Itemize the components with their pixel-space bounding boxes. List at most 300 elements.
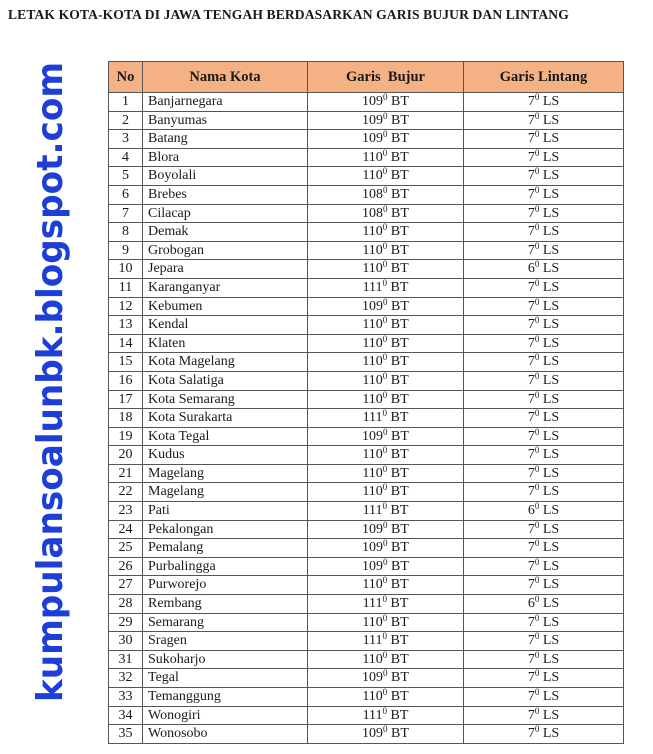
cell-no: 9 — [109, 241, 143, 260]
bujur-value: 110 — [362, 465, 383, 481]
lintang-unit: LS — [542, 149, 560, 165]
cell-no: 22 — [109, 483, 143, 502]
cell-no: 28 — [109, 595, 143, 614]
degree-symbol: 0 — [534, 501, 540, 512]
cell-garis-bujur — [308, 557, 464, 576]
cell-garis-lintang — [464, 371, 624, 390]
cell-garis-bujur — [308, 650, 464, 669]
bujur-value: 111 — [362, 707, 383, 723]
cell-no: 17 — [109, 390, 143, 409]
cell-garis-lintang — [464, 464, 624, 483]
lintang-unit: LS — [542, 242, 560, 258]
lintang-value: 6 — [527, 503, 535, 519]
lintang-value: 7 — [527, 465, 535, 481]
cell-garis-lintang — [464, 557, 624, 576]
lintang-value: 7 — [527, 577, 535, 593]
lintang-unit: LS — [542, 484, 560, 500]
cell-no: 5 — [109, 167, 143, 186]
cell-garis-bujur — [308, 520, 464, 539]
table-row — [109, 278, 624, 297]
degree-symbol: 0 — [534, 370, 540, 381]
bujur-unit: BT — [390, 224, 409, 240]
lintang-unit: LS — [542, 670, 560, 686]
lintang-unit: LS — [542, 428, 560, 444]
degree-symbol: 0 — [534, 482, 540, 493]
bujur-value: 110 — [362, 372, 383, 388]
lintang-unit: LS — [542, 651, 560, 667]
cell-nama-kota: Karanganyar — [143, 278, 308, 297]
table-row — [109, 334, 624, 353]
degree-symbol: 0 — [534, 705, 540, 716]
bujur-value: 110 — [362, 689, 383, 704]
degree-symbol: 0 — [382, 277, 388, 288]
cell-nama-kota: Banyumas — [143, 111, 308, 130]
bujur-unit: BT — [390, 242, 409, 258]
cell-garis-bujur — [308, 427, 464, 446]
cell-garis-bujur — [308, 539, 464, 558]
bujur-value: 109 — [362, 521, 384, 537]
degree-symbol: 0 — [383, 296, 388, 307]
cell-nama-kota: Sragen — [143, 632, 308, 651]
degree-symbol: 0 — [534, 203, 540, 214]
bujur-unit: BT — [390, 354, 409, 370]
lintang-unit: LS — [542, 261, 560, 277]
cell-nama-kota: Sukoharjo — [143, 650, 308, 669]
cell-no: 8 — [109, 223, 143, 242]
cell-garis-bujur — [308, 390, 464, 409]
cell-no: 11 — [109, 278, 143, 297]
lintang-value: 7 — [527, 279, 535, 295]
lintang-unit: LS — [542, 558, 560, 574]
cell-no: 33 — [109, 688, 143, 707]
cell-garis-lintang — [464, 483, 624, 502]
degree-symbol: 0 — [534, 575, 540, 586]
cell-no: 29 — [109, 613, 143, 632]
bujur-value: 110 — [362, 317, 383, 333]
cell-garis-lintang — [464, 539, 624, 558]
cell-no: 2 — [109, 111, 143, 130]
table-row — [109, 650, 624, 669]
degree-symbol: 0 — [534, 445, 540, 456]
cell-garis-bujur — [308, 353, 464, 372]
table-row — [109, 688, 624, 707]
cell-nama-kota: Pati — [143, 502, 308, 521]
bujur-unit: BT — [390, 447, 409, 463]
cell-garis-lintang — [464, 111, 624, 130]
bujur-value: 109 — [362, 670, 384, 686]
bujur-value: 110 — [362, 335, 383, 351]
cell-garis-lintang — [464, 334, 624, 353]
degree-symbol: 0 — [383, 92, 388, 102]
degree-symbol: 0 — [534, 649, 540, 660]
bujur-value: 110 — [362, 149, 383, 165]
cell-nama-kota: Kota Tegal — [143, 427, 308, 446]
degree-symbol: 0 — [534, 277, 540, 288]
lintang-unit: LS — [542, 335, 560, 351]
cell-garis-lintang — [464, 595, 624, 614]
bujur-unit: BT — [390, 465, 409, 481]
degree-symbol: 0 — [534, 389, 540, 400]
lintang-unit: LS — [542, 298, 560, 314]
degree-symbol: 0 — [382, 166, 388, 177]
cell-garis-bujur — [308, 576, 464, 595]
lintang-unit: LS — [542, 317, 560, 333]
degree-symbol: 0 — [534, 315, 540, 326]
cell-no: 19 — [109, 427, 143, 446]
cell-nama-kota: Brebes — [143, 185, 308, 204]
header-no: No — [109, 62, 143, 93]
lintang-unit: LS — [542, 540, 560, 556]
lintang-unit: LS — [542, 112, 560, 128]
cell-garis-bujur — [308, 167, 464, 186]
degree-symbol: 0 — [534, 556, 540, 567]
cell-nama-kota: Jepara — [143, 260, 308, 279]
degree-symbol: 0 — [534, 687, 540, 697]
lintang-value: 7 — [527, 484, 535, 500]
lintang-value: 7 — [527, 112, 535, 128]
table-row — [109, 353, 624, 372]
cell-garis-bujur — [308, 446, 464, 465]
cell-nama-kota: Temanggung — [143, 688, 308, 707]
bujur-unit: BT — [391, 540, 409, 556]
bujur-unit: BT — [391, 112, 409, 128]
degree-symbol: 0 — [382, 705, 388, 716]
lintang-unit: LS — [542, 131, 560, 147]
cell-garis-bujur — [308, 688, 464, 707]
cell-no: 7 — [109, 204, 143, 223]
bujur-unit: BT — [390, 503, 409, 519]
table-row — [109, 464, 624, 483]
bujur-value: 109 — [362, 558, 384, 574]
cell-no: 21 — [109, 464, 143, 483]
cell-garis-lintang — [464, 725, 624, 744]
cell-no: 16 — [109, 371, 143, 390]
lintang-value: 7 — [527, 224, 535, 240]
degree-symbol: 0 — [534, 110, 540, 121]
degree-symbol: 0 — [383, 110, 388, 121]
bujur-value: 111 — [362, 596, 383, 612]
page-title: LETAK KOTA-KOTA DI JAWA TENGAH BERDASARKAN GARIS BUJUR DAN LINTANG — [8, 7, 569, 22]
cell-garis-lintang — [464, 223, 624, 242]
degree-symbol: 0 — [382, 482, 388, 493]
lintang-value: 7 — [527, 391, 535, 407]
table-row — [109, 148, 624, 167]
degree-symbol: 0 — [382, 649, 388, 660]
watermark-text: kumpulansoalunbk.blogspot.com — [30, 28, 71, 702]
bujur-unit: BT — [390, 279, 409, 295]
cell-nama-kota: Pekalongan — [143, 520, 308, 539]
bujur-value: 111 — [362, 633, 383, 649]
degree-symbol: 0 — [382, 631, 388, 642]
lintang-unit: LS — [542, 94, 560, 109]
lintang-value: 7 — [527, 354, 535, 370]
cell-no: 27 — [109, 576, 143, 595]
bujur-unit: BT — [391, 186, 409, 202]
degree-symbol: 0 — [534, 724, 540, 735]
lintang-unit: LS — [542, 354, 560, 370]
cell-garis-bujur — [308, 241, 464, 260]
lintang-value: 7 — [527, 335, 535, 351]
bujur-unit: BT — [390, 168, 409, 184]
cell-garis-bujur — [308, 204, 464, 223]
table-row — [109, 167, 624, 186]
bujur-unit: BT — [390, 484, 409, 500]
degree-symbol: 0 — [382, 687, 388, 697]
cell-garis-bujur — [308, 130, 464, 149]
cell-garis-lintang — [464, 688, 624, 707]
cell-garis-bujur — [308, 483, 464, 502]
bujur-value: 110 — [362, 391, 383, 407]
cell-no: 4 — [109, 148, 143, 167]
table-row — [109, 316, 624, 335]
cell-garis-lintang — [464, 241, 624, 260]
bujur-unit: BT — [391, 670, 409, 686]
degree-symbol: 0 — [534, 463, 540, 474]
bujur-value: 110 — [362, 354, 383, 370]
cell-garis-lintang — [464, 297, 624, 316]
degree-symbol: 0 — [382, 463, 388, 474]
cell-no: 14 — [109, 334, 143, 353]
degree-symbol: 0 — [383, 519, 388, 530]
table-row — [109, 204, 624, 223]
cell-nama-kota: Magelang — [143, 464, 308, 483]
lintang-value: 7 — [527, 670, 535, 686]
degree-symbol: 0 — [382, 370, 388, 381]
bujur-value: 109 — [362, 428, 384, 444]
table-row — [109, 557, 624, 576]
cell-no: 13 — [109, 316, 143, 335]
lintang-value: 7 — [527, 149, 535, 165]
degree-symbol: 0 — [534, 222, 540, 233]
cell-nama-kota: Kendal — [143, 316, 308, 335]
table-row — [109, 371, 624, 390]
degree-symbol: 0 — [382, 612, 388, 623]
lintang-value: 7 — [527, 726, 535, 742]
bujur-unit: BT — [390, 689, 409, 704]
cell-no: 10 — [109, 260, 143, 279]
bujur-unit: BT — [390, 633, 409, 649]
lintang-unit: LS — [542, 372, 560, 388]
cell-garis-bujur — [308, 464, 464, 483]
lintang-unit: LS — [542, 614, 560, 630]
degree-symbol: 0 — [534, 296, 540, 307]
cell-nama-kota: Pemalang — [143, 539, 308, 558]
lintang-unit: LS — [542, 186, 560, 202]
cell-nama-kota: Kota Surakarta — [143, 409, 308, 428]
lintang-value: 7 — [527, 298, 535, 314]
bujur-unit: BT — [390, 707, 409, 723]
degree-symbol: 0 — [383, 668, 388, 679]
cell-garis-bujur — [308, 223, 464, 242]
degree-symbol: 0 — [534, 594, 540, 605]
lintang-value: 7 — [527, 540, 535, 556]
cell-garis-bujur — [308, 260, 464, 279]
city-coordinates-table — [108, 61, 624, 744]
cell-no: 32 — [109, 669, 143, 688]
table-row — [109, 223, 624, 242]
bujur-value: 110 — [362, 242, 383, 258]
bujur-value: 110 — [362, 651, 383, 667]
cell-garis-lintang — [464, 148, 624, 167]
degree-symbol: 0 — [383, 203, 388, 214]
bujur-unit: BT — [390, 391, 409, 407]
degree-symbol: 0 — [382, 352, 388, 363]
degree-symbol: 0 — [534, 166, 540, 177]
cell-garis-bujur — [308, 93, 464, 112]
degree-symbol: 0 — [534, 147, 540, 158]
bujur-value: 110 — [362, 614, 383, 630]
cell-nama-kota: Blora — [143, 148, 308, 167]
cell-garis-lintang — [464, 409, 624, 428]
table-row — [109, 93, 624, 112]
cell-garis-lintang — [464, 576, 624, 595]
table-row — [109, 130, 624, 149]
table-row — [109, 446, 624, 465]
degree-symbol: 0 — [534, 612, 540, 623]
lintang-value: 7 — [527, 707, 535, 723]
bujur-unit: BT — [390, 335, 409, 351]
cell-nama-kota: Boyolali — [143, 167, 308, 186]
bujur-unit: BT — [391, 94, 409, 109]
lintang-value: 6 — [527, 596, 535, 612]
lintang-value: 7 — [527, 521, 535, 537]
cell-garis-bujur — [308, 502, 464, 521]
cell-garis-lintang — [464, 632, 624, 651]
cell-no: 26 — [109, 557, 143, 576]
bujur-unit: BT — [390, 577, 409, 593]
degree-symbol: 0 — [534, 333, 540, 344]
lintang-unit: LS — [542, 521, 560, 537]
lintang-value: 7 — [527, 242, 535, 258]
table-row — [109, 539, 624, 558]
bujur-value: 110 — [362, 261, 383, 277]
lintang-unit: LS — [542, 596, 560, 612]
table-header-row — [109, 62, 624, 93]
bujur-value: 110 — [362, 168, 383, 184]
lintang-unit: LS — [542, 577, 560, 593]
degree-symbol: 0 — [382, 222, 388, 233]
bujur-value: 109 — [362, 112, 384, 128]
table-row — [109, 111, 624, 130]
lintang-value: 7 — [527, 651, 535, 667]
cell-nama-kota: Banjarnegara — [143, 93, 308, 112]
bujur-unit: BT — [391, 726, 409, 742]
bujur-value: 109 — [362, 540, 384, 556]
cell-garis-lintang — [464, 93, 624, 112]
lintang-unit: LS — [542, 410, 560, 426]
cell-no: 31 — [109, 650, 143, 669]
bujur-value: 110 — [362, 577, 383, 593]
bujur-unit: BT — [390, 149, 409, 165]
lintang-value: 7 — [527, 205, 535, 221]
bujur-value: 110 — [362, 224, 383, 240]
lintang-unit: LS — [542, 168, 560, 184]
lintang-value: 7 — [527, 614, 535, 630]
table-row — [109, 669, 624, 688]
bujur-value: 110 — [362, 484, 383, 500]
bujur-unit: BT — [391, 131, 409, 147]
lintang-unit: LS — [542, 726, 560, 742]
bujur-value: 109 — [362, 131, 384, 147]
cell-no: 25 — [109, 539, 143, 558]
cell-garis-lintang — [464, 390, 624, 409]
table-row — [109, 632, 624, 651]
header-garis-lintang: Garis Lintang — [464, 62, 624, 93]
cell-no: 20 — [109, 446, 143, 465]
degree-symbol: 0 — [534, 129, 540, 140]
bujur-value: 109 — [362, 726, 384, 742]
header-nama-kota: Nama Kota — [143, 62, 308, 93]
cell-garis-lintang — [464, 446, 624, 465]
cell-garis-bujur — [308, 334, 464, 353]
table-row — [109, 409, 624, 428]
lintang-value: 6 — [527, 261, 535, 277]
degree-symbol: 0 — [383, 724, 388, 735]
cell-nama-kota: Wonogiri — [143, 706, 308, 725]
degree-symbol: 0 — [383, 129, 388, 140]
degree-symbol: 0 — [383, 556, 388, 567]
lintang-value: 7 — [527, 168, 535, 184]
cell-no: 1 — [109, 93, 143, 112]
cell-nama-kota: Semarang — [143, 613, 308, 632]
cell-nama-kota: Grobogan — [143, 241, 308, 260]
bujur-value: 108 — [362, 205, 384, 221]
cell-nama-kota: Batang — [143, 130, 308, 149]
cell-garis-lintang — [464, 353, 624, 372]
lintang-value: 7 — [527, 428, 535, 444]
lintang-value: 7 — [527, 447, 535, 463]
cell-garis-bujur — [308, 371, 464, 390]
lintang-value: 7 — [527, 94, 535, 109]
lintang-value: 7 — [527, 689, 535, 704]
cell-garis-lintang — [464, 130, 624, 149]
cell-nama-kota: Demak — [143, 223, 308, 242]
degree-symbol: 0 — [383, 426, 388, 437]
table-row — [109, 706, 624, 725]
bujur-value: 111 — [362, 410, 383, 426]
cell-nama-kota: Klaten — [143, 334, 308, 353]
degree-symbol: 0 — [382, 315, 388, 326]
table-row — [109, 613, 624, 632]
cell-garis-lintang — [464, 260, 624, 279]
lintang-value: 7 — [527, 186, 535, 202]
header-garis-bujur: Garis Bujur — [308, 62, 464, 93]
bujur-unit: BT — [391, 298, 409, 314]
cell-no: 30 — [109, 632, 143, 651]
bujur-unit: BT — [391, 205, 409, 221]
bujur-unit: BT — [390, 596, 409, 612]
table-body — [109, 93, 624, 744]
cell-garis-lintang — [464, 167, 624, 186]
bujur-value: 109 — [362, 94, 384, 109]
degree-symbol: 0 — [534, 92, 540, 102]
cell-nama-kota: Cilacap — [143, 204, 308, 223]
table-row — [109, 576, 624, 595]
degree-symbol: 0 — [382, 575, 388, 586]
degree-symbol: 0 — [534, 184, 540, 195]
degree-symbol: 0 — [382, 594, 388, 605]
cell-nama-kota: Magelang — [143, 483, 308, 502]
degree-symbol: 0 — [382, 259, 388, 270]
lintang-unit: LS — [542, 224, 560, 240]
cell-garis-bujur — [308, 632, 464, 651]
cell-nama-kota: Kudus — [143, 446, 308, 465]
degree-symbol: 0 — [534, 240, 540, 251]
cell-no: 23 — [109, 502, 143, 521]
table-row — [109, 260, 624, 279]
lintang-value: 7 — [527, 131, 535, 147]
cell-garis-lintang — [464, 669, 624, 688]
